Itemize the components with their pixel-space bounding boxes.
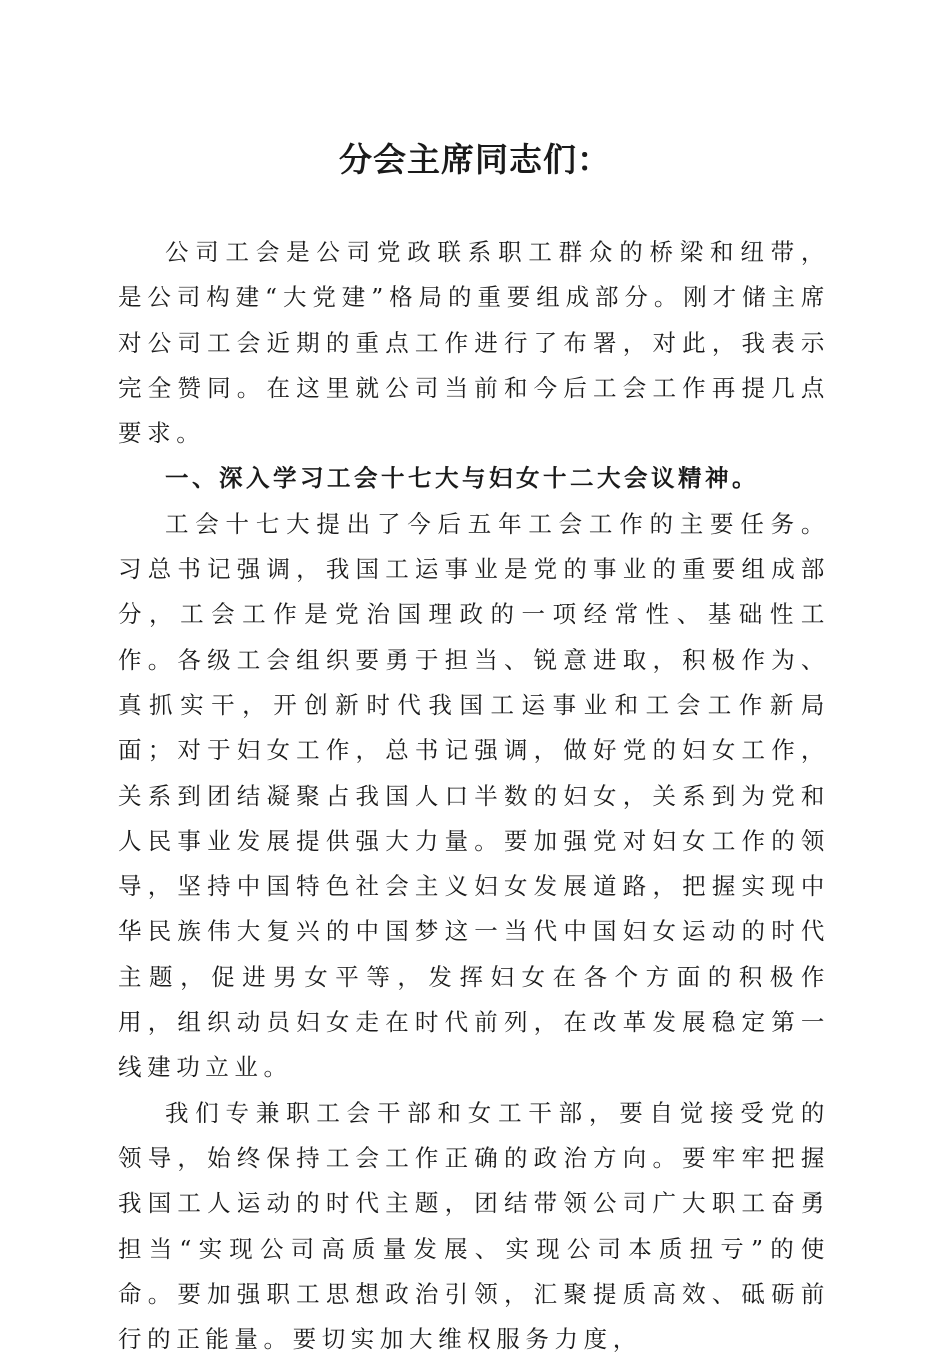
paragraph-intro: 公司工会是公司党政联系职工群众的桥梁和纽带，是公司构建“大党建”格局的重要组成部分。刚才储主席对公司工会近期的重点工作进行了布署，对此，我表示完全赞同。在这里就公司当前和今后工会工作再提几点要求。	[118, 238, 830, 448]
paragraph-congress-spirit: 工会十七大提出了今后五年工会工作的主要任务。习总书记强调，我国工运事业是党的事业的重要组成部分，工会工作是党治国理政的一项经常性、基础性工作。各级工会组织要勇于担当、锐意进取，积极作为、真抓实干，开创新时代我国工运事业和工会工作新局面；对于妇女工作，总书记强调，做好党的妇女工作，关系到团结凝聚占我国人口半数的妇女，关系到为党和人民事业发展提供强大力量。要加强党对妇女工作的领导，坚持中国特色社会主义妇女发展道路，把握实现中华民族伟大复兴的中国梦这一当代中国妇女运动的时代主题，促进男女平等，发挥妇女在各个方面的积极作用，组织动员妇女走在时代前列，在改革发展稳定第一线建功立业。	[118, 509, 830, 1082]
paragraph-cadre-requirements: 我们专兼职工会干部和女工干部，要自觉接受党的领导，始终保持工会工作正确的政治方向。要牢牢把握我国工人运动的时代主题，团结带领公司广大职工奋勇担当“实现公司高质量发展、实现公司本质扭亏”的使命。要加强职工思想政治引领，汇聚提质高效、砥砺前行的正能量。要切实加大维权服务力度，	[118, 1098, 830, 1354]
section-heading-1: 一、深入学习工会十七大与妇女十二大会议精神。	[165, 464, 759, 493]
document-title: 分会主席同志们：	[339, 140, 611, 179]
document-body	[118, 230, 830, 1362]
